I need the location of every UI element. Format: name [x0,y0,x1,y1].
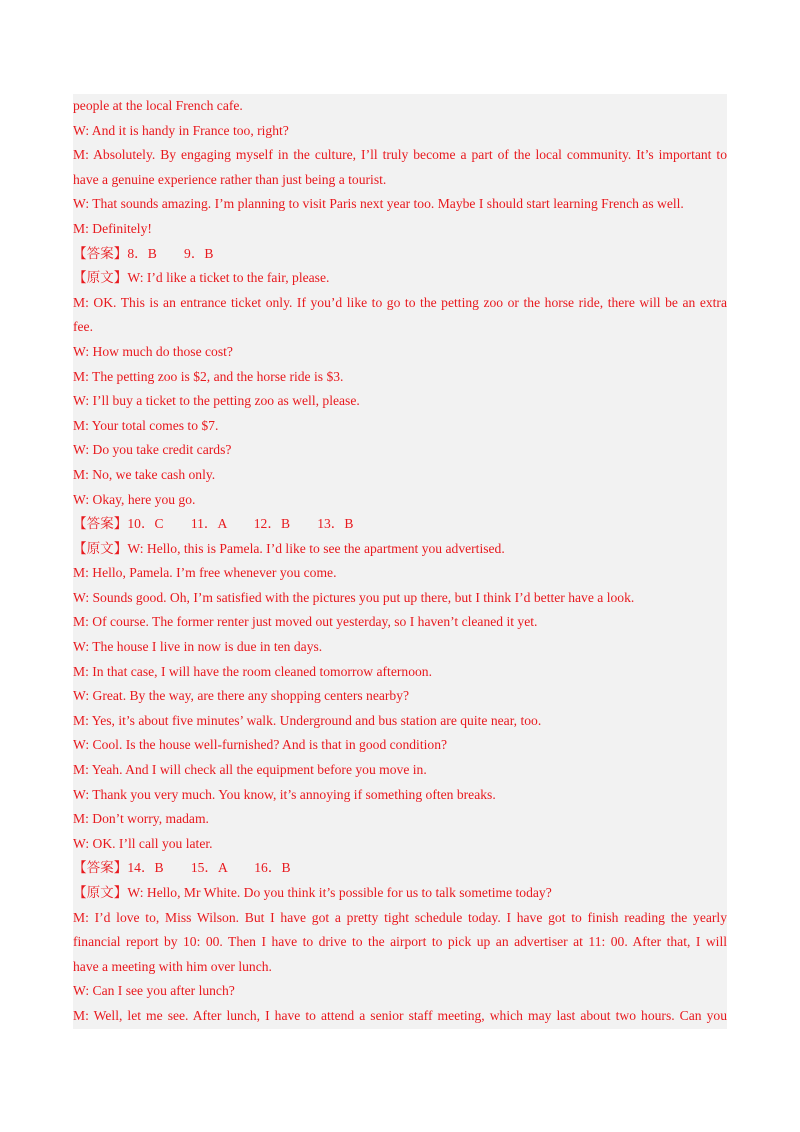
text-line: M: I’d love to, Miss Wilson. But I have got a pretty tight schedule today. I have got to finish reading the yearly [73,909,727,925]
text-line: W: The house I live in now is due in ten days. [73,639,323,655]
text-line: W: Sounds good. Oh, I’m satisfied with the pictures you put up there, but I think I’d better have a look. [73,589,635,605]
text-line: financial report by 10: 00. Then I have to drive to the airport to pick up an advertiser at 11: 00. After that, I will [73,934,727,950]
text-line: W: Do you take credit cards? [73,442,232,458]
text-line: 【原文】W: I’d like a ticket to the fair, please. [73,270,330,286]
transcript-text-block [73,94,727,1029]
text-line: W: Can I see you after lunch? [73,983,235,999]
text-line: M: Definitely! [73,220,152,236]
text-line: M: Of course. The former renter just moved out yesterday, so I haven’t cleaned it yet. [73,614,538,630]
text-line: W: OK. I’ll call you later. [73,835,213,851]
text-line: M: No, we take cash only. [73,466,216,482]
text-line: M: OK. This is an entrance ticket only. If you’d like to go to the petting zoo or the horse ride, there will be an extra [73,294,727,310]
text-line: M: Yes, it’s about five minutes’ walk. Underground and bus station are quite near, too. [73,712,542,728]
text-line: 【答案】10．C 11．A 12．B 13．B [73,516,354,532]
text-line: have a meeting with him over lunch. [73,958,272,974]
text-line: W: Okay, here you go. [73,491,196,507]
text-line: M: Well, let me see. After lunch, I have to attend a senior staff meeting, which may last about two hours. Can you [73,1007,727,1023]
text-line: W: I’ll buy a ticket to the petting zoo as well, please. [73,393,360,409]
text-line: W: How much do those cost? [73,343,233,359]
text-line: M: In that case, I will have the room cleaned tomorrow afternoon. [73,663,432,679]
text-line: M: Absolutely. By engaging myself in the culture, I’ll truly become a part of the local community. It’s important to [73,147,727,163]
text-line: 【答案】14．B 15．A 16．B [73,860,291,876]
text-line: fee. [73,319,93,335]
text-line: W: Cool. Is the house well-furnished? And is that in good condition? [73,737,448,753]
text-line: M: Don’t worry, madam. [73,811,209,827]
text-line: W: Thank you very much. You know, it’s annoying if something often breaks. [73,786,496,802]
text-line: M: Your total comes to $7. [73,417,219,433]
text-line: W: Great. By the way, are there any shopping centers nearby? [73,688,410,704]
text-line: 【答案】8．B 9．B [73,245,214,261]
text-line: W: And it is handy in France too, right? [73,122,289,138]
text-line: M: The petting zoo is $2, and the horse ride is $3. [73,368,344,384]
text-line: M: Hello, Pamela. I’m free whenever you come. [73,565,337,581]
text-line: have a genuine experience rather than just being a tourist. [73,171,387,187]
text-line: M: Yeah. And I will check all the equipment before you move in. [73,762,427,778]
text-line: 【原文】W: Hello, Mr White. Do you think it’s possible for us to talk sometime today? [73,885,552,900]
text-line: W: That sounds amazing. I’m planning to visit Paris next year too. Maybe I should start learning French as well. [73,196,684,212]
text-line: 【原文】W: Hello, this is Pamela. I’d like to see the apartment you advertised. [73,540,505,556]
text-line: people at the local French cafe. [73,98,243,113]
